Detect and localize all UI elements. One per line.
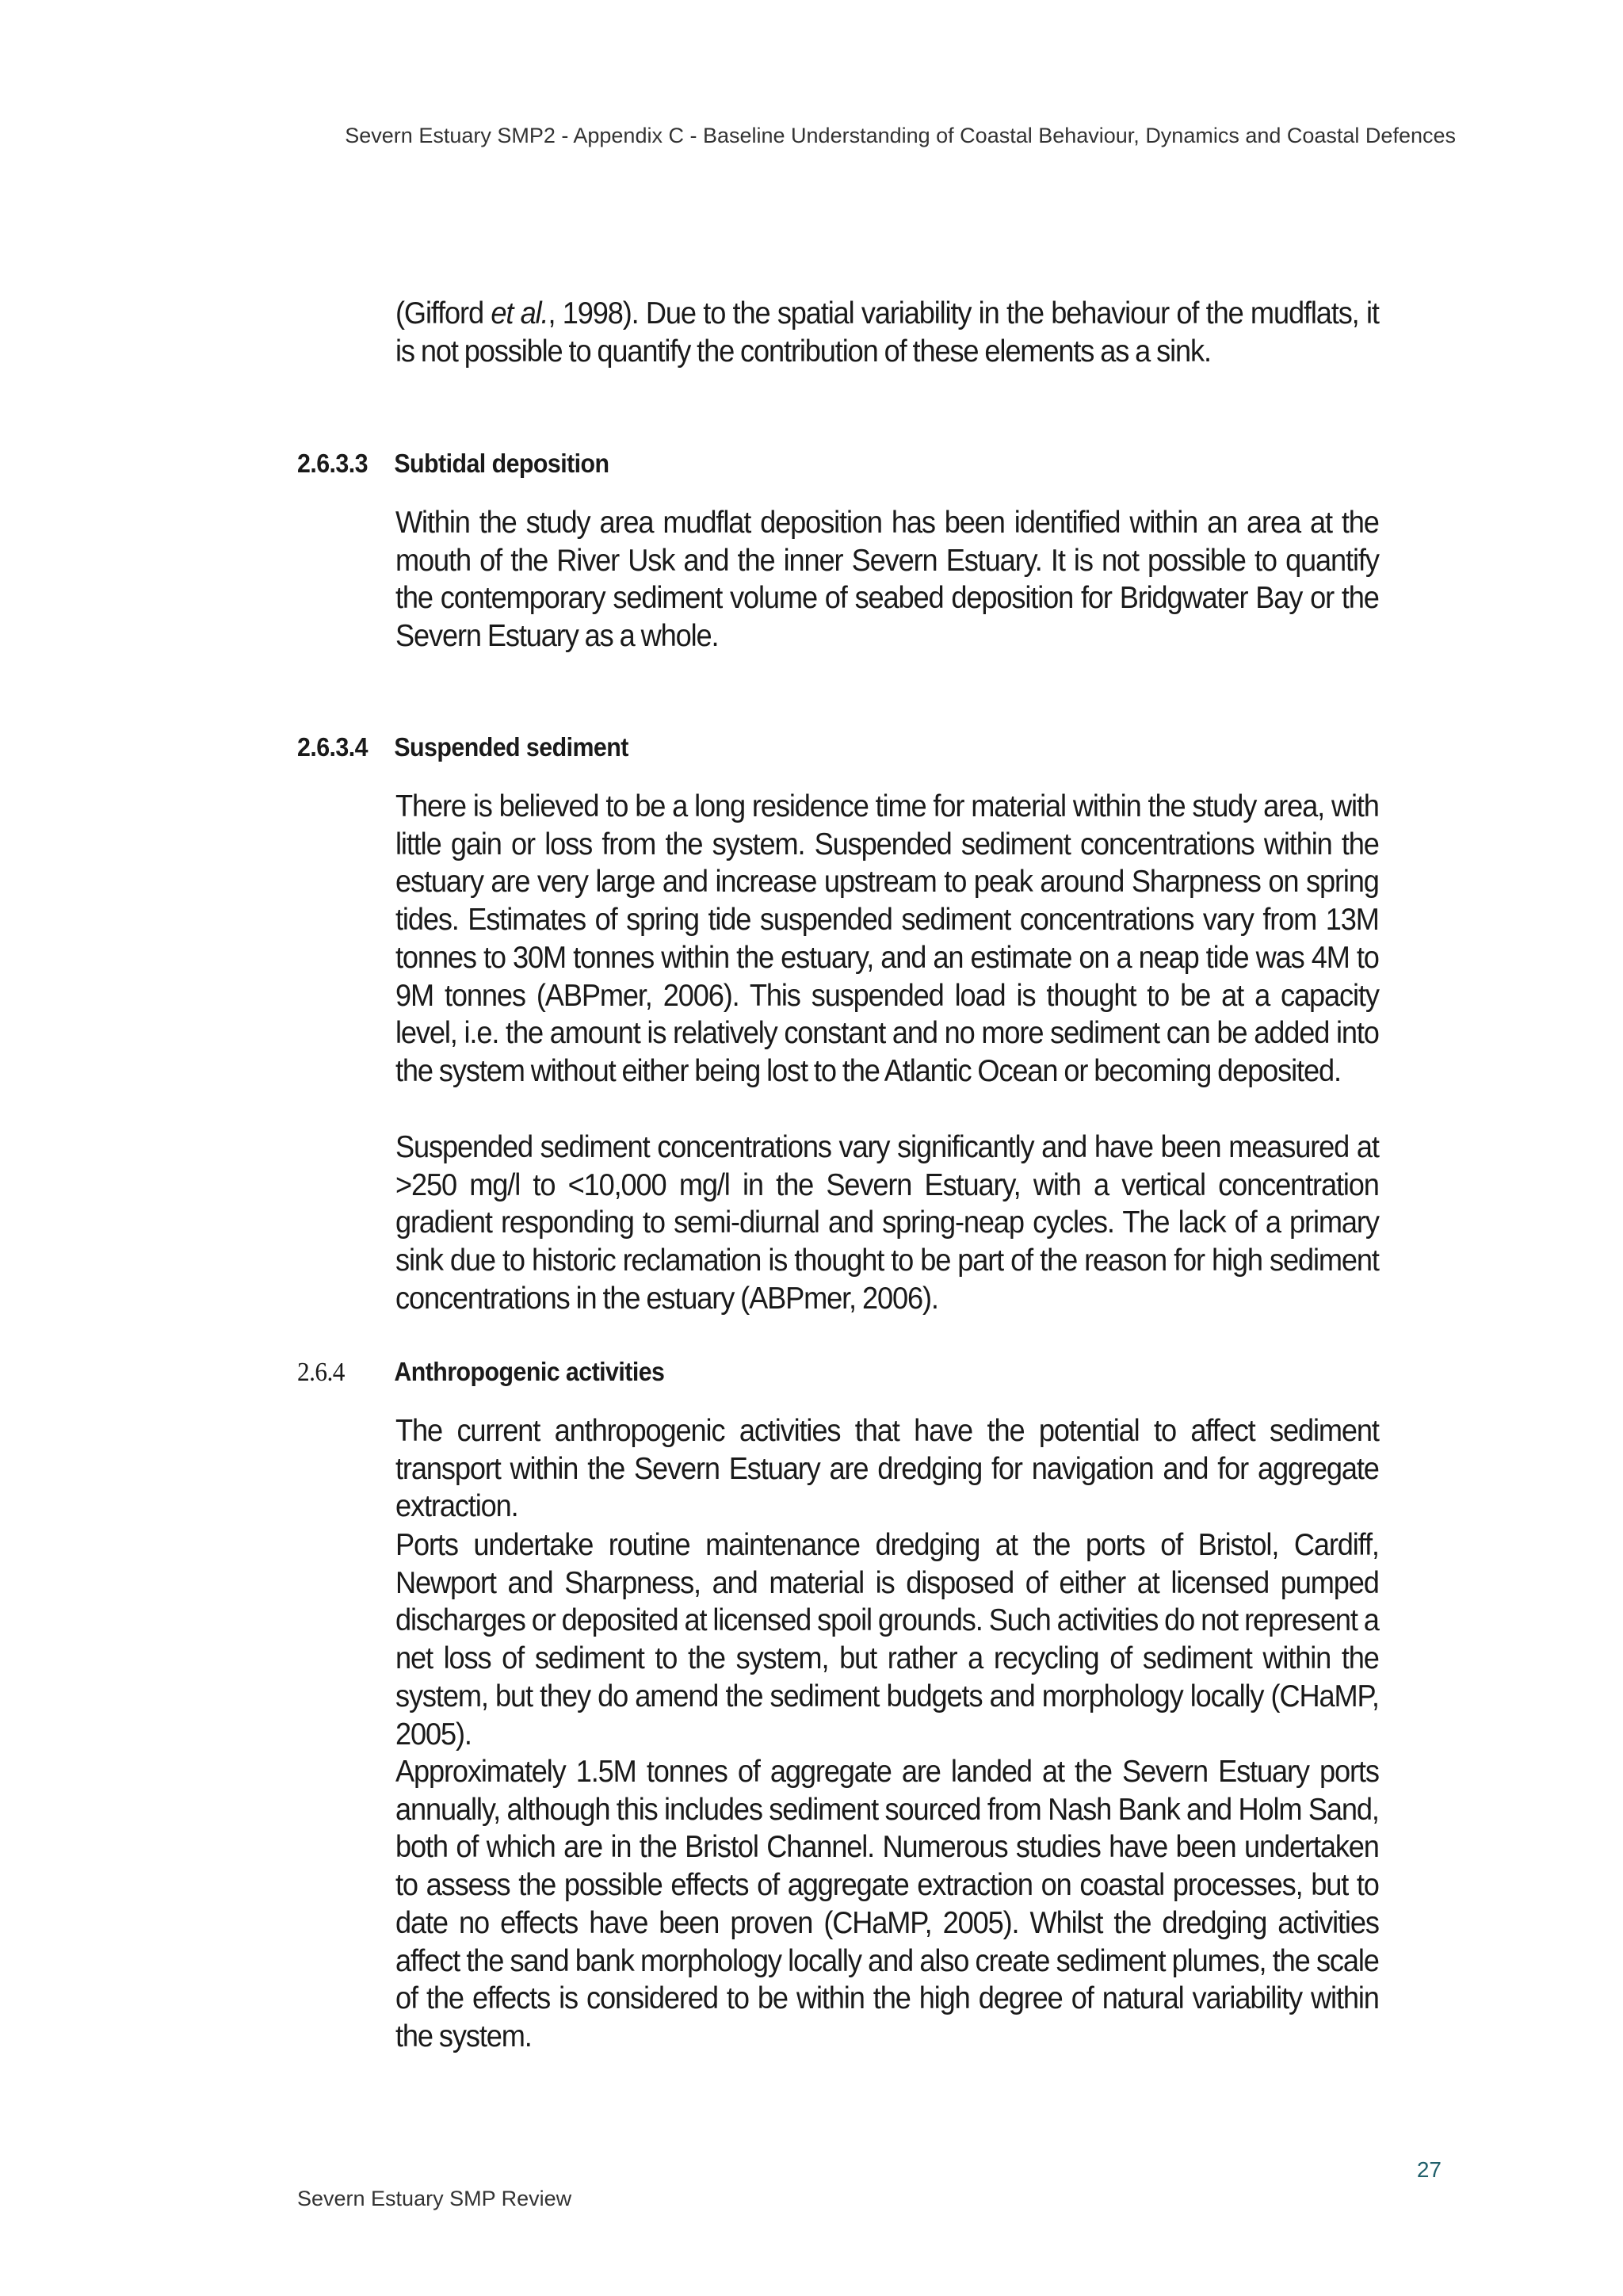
section-heading-2634 — [297, 732, 628, 762]
section-number: 2.6.3.4 — [297, 732, 368, 762]
section-heading-2633 — [297, 449, 609, 479]
paragraph: There is believed to be a long residence time for material within the study area, with little gain or loss from the system. Suspended sediment concentrations within the estuary are very large and increase upstream to peak around Sharpness on spring tides. Estimates of spring tide suspended sediment concentrations vary from 13M tonnes to 30M tonnes within the estuary, and an estimate on a neap tide was 4M to 9M tonnes (ABPmer, 2006). This suspended load is thought to be at a capacity level, i.e. the amount is relatively constant and no more sediment can be added into the system without either being lost to the Atlantic Ocean or becoming deposited. — [395, 789, 1379, 1088]
subtidal-deposition-paragraph — [395, 504, 1379, 655]
paragraph: Ports undertake routine maintenance dredging at the ports of Bristol, Cardiff, Newport and Sharpness, and material is disposed of either at licensed pumped discharges or deposited at licensed spoil grounds. Such activities do not represent a net loss of sediment to the system, but rather a recycling of sediment within the system, but they do amend the sediment budgets and morphology locally (CHaMP, 2005). — [395, 1528, 1379, 1752]
section-number: 2.6.4 — [297, 1358, 345, 1387]
page-number: 27 — [1416, 2157, 1442, 2182]
paragraph: Approximately 1.5M tonnes of aggregate are landed at the Severn Estuary ports annually, although this includes sediment sourced from Nash Bank and Holm Sand, both of which are in the Bristol Channel. Numerous studies have been undertaken to assess the possible effects of aggregate extraction on coastal processes, but to date no effects have been proven (CHaMP, 2005). Whilst the dredging activities affect the sand bank morphology locally and also create sediment plumes, the scale of the effects is considered to be within the high degree of natural variability within the system. — [395, 1755, 1379, 2053]
section-title: Subtidal deposition — [394, 449, 609, 478]
section-number: 2.6.3.3 — [297, 449, 368, 478]
section-title: Suspended sediment — [394, 732, 628, 762]
intro-pre: (Gifford — [395, 296, 491, 330]
running-header: Severn Estuary SMP2 - Appendix C - Baseline Understanding of Coastal Behaviour, Dynamics and Coastal Defences — [345, 124, 1456, 147]
running-footer: Severn Estuary SMP Review — [297, 2187, 572, 2210]
anthropogenic-paragraph-1 — [395, 1412, 1379, 1526]
anthropogenic-paragraph-2 — [395, 1526, 1379, 1753]
intro-post: , 1998). Due to the spatial variability in the behaviour of the mudflats, it is not possible to quantify the contribution of these elements as a sink. — [395, 296, 1379, 369]
anthropogenic-paragraph-3 — [395, 1753, 1379, 2056]
section-heading-264 — [297, 1357, 664, 1388]
paragraph: Suspended sediment concentrations vary significantly and have been measured at >250 mg/l to <10,000 mg/l in the Severn Estuary, with a vertical concentration gradient responding to semi-diurnal and spring-neap cycles. The lack of a primary sink due to historic reclamation is thought to be part of the reason for high sediment concentrations in the estuary (ABPmer, 2006). — [395, 1130, 1379, 1316]
paragraph: The current anthropogenic activities that have the potential to affect sediment transport within the Severn Estuary are dredging for navigation and for aggregate extraction. — [395, 1414, 1379, 1524]
intro-emphasis: et al. — [491, 296, 548, 330]
section-title: Anthropogenic activities — [394, 1357, 665, 1386]
suspended-sediment-paragraph-1 — [395, 788, 1379, 1091]
intro-paragraph — [395, 295, 1379, 370]
suspended-sediment-paragraph-2 — [395, 1129, 1379, 1318]
paragraph: Within the study area mudflat deposition has been identified within an area at the mouth of the River Usk and the inner Severn Estuary. It is not possible to quantify the contemporary sediment volume of seabed deposition for Bridgwater Bay or the Severn Estuary as a whole. — [395, 506, 1379, 654]
